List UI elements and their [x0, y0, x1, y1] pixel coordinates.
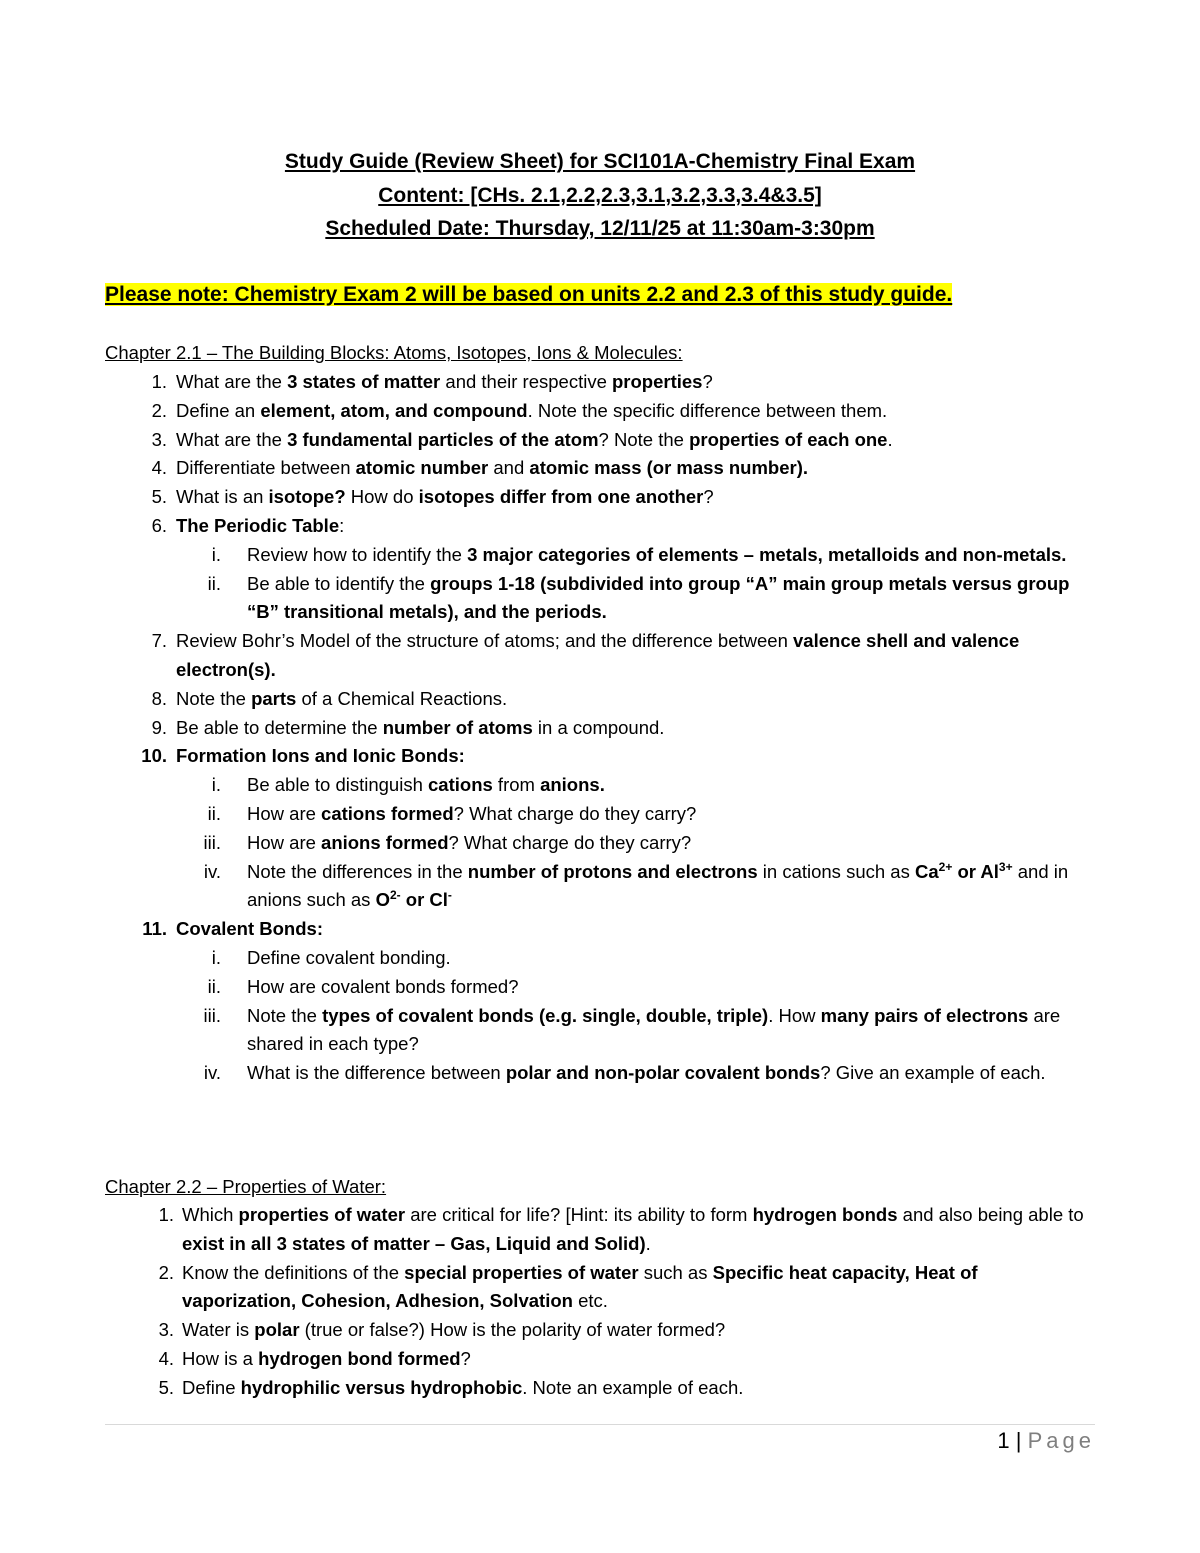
page-label: Page [1027, 1428, 1095, 1453]
page-footer: 1 | Page [997, 1428, 1095, 1453]
list-item: 2. Define an element, atom, and compound. Note the specific difference between them. [151, 399, 888, 421]
scheduled-date: Scheduled Date: Thursday, 12/11/25 at 11:30am-3:30pm [325, 217, 875, 240]
list-item: 9. Be able to determine the number of atoms in a compound. [151, 716, 665, 738]
list-item: 5. Define hydrophilic versus hydrophobic. Note an example of each. [158, 1376, 744, 1398]
list-item: 7. Review Bohr’s Model of the structure of atoms; and the difference between valence shell and valence electron(s). [151, 630, 1020, 680]
sub-list-item: iv. What is the difference between polar and non-polar covalent bonds? Give an example of each. [203, 1062, 1046, 1084]
list-item: 10. Formation Ions and Ionic Bonds: [141, 745, 465, 767]
list-item: 4. How is a hydrogen bond formed? [158, 1347, 471, 1369]
sub-list-item: iii. How are anions formed? What charge do they carry? [203, 831, 692, 853]
sub-list-item: i. Be able to distinguish cations from anions. [211, 774, 605, 796]
chapter-2-1-list [105, 368, 1095, 1088]
chapter-2-2-list [105, 1201, 1095, 1403]
sub-list-item: i. Define covalent bonding. [211, 946, 451, 968]
list-item: 1. Which properties of water are critical for life? [Hint: its ability to form hydrogen bonds and also being able to exist in all 3 states of matter – Gas, Liquid and Solid). [158, 1204, 1084, 1254]
chapter-heading: Chapter 2.2 – Properties of Water: [105, 1176, 387, 1197]
content-line: Content: [CHs. 2.1,2.2,2.3,3.1,3.2,3.3,3.4&3.5] [378, 183, 822, 207]
list-item: 5. What is an isotope? How do isotopes differ from one another? [151, 486, 714, 508]
list-item: 2. Know the definitions of the special properties of water such as Specific heat capacity, Heat of vaporization, Cohesion, Adhesion, Solvation etc. [158, 1261, 978, 1312]
sub-list-item: iv. Note the differences in the number of protons and electrons in cations such as $Ca^{2+}$ or $Al^{3+}$ and in anions such as $O^{2-}$ or Cl- [203, 859, 1069, 911]
sub-list-item: iii. Note the types of covalent bonds (e.g. single, double, triple). How many pairs of electrons are shared in each type? [203, 1004, 1061, 1055]
sub-list-item: i. Review how to identify the 3 major categories of elements – metals, metalloids and non-metals. [211, 543, 1067, 565]
sub-list-item: ii. Be able to identify the groups 1-18 (subdivided into group “A” main group metals versus group “B” transitional metals), and the periods. [207, 572, 1070, 623]
list-item: 8. Note the parts of a Chemical Reactions. [151, 687, 508, 709]
sub-list-item: ii. How are covalent bonds formed? [207, 975, 519, 997]
list-item: 11. Covalent Bonds: [142, 918, 323, 940]
list-item: 3. Water is polar (true or false?) How is the polarity of water formed? [158, 1319, 726, 1341]
sub-list-item: ii. How are cations formed? What charge do they carry? [207, 802, 697, 824]
list-item: 1. What are the 3 states of matter and their respective properties? [151, 371, 713, 392]
chapter-heading: Chapter 2.1 – The Building Blocks: Atoms, Isotopes, Ions & Molecules: [105, 342, 683, 363]
highlighted-note: Please note: Chemistry Exam 2 will be based on units 2.2 and 2.3 of this study guide. [105, 283, 953, 306]
document-title: Study Guide (Review Sheet) for SCI101A-Chemistry Final Exam [284, 150, 916, 173]
list-item: 3. What are the 3 fundamental particles of the atom? Note the properties of each one. [151, 428, 893, 450]
list-item: 6. The Periodic Table: [151, 514, 345, 536]
page-number: 1 [997, 1428, 1010, 1453]
list-item: 4. Differentiate between atomic number and atomic mass (or mass number). [151, 457, 809, 479]
footer-divider [105, 1424, 1095, 1425]
document-header [0, 145, 1200, 246]
